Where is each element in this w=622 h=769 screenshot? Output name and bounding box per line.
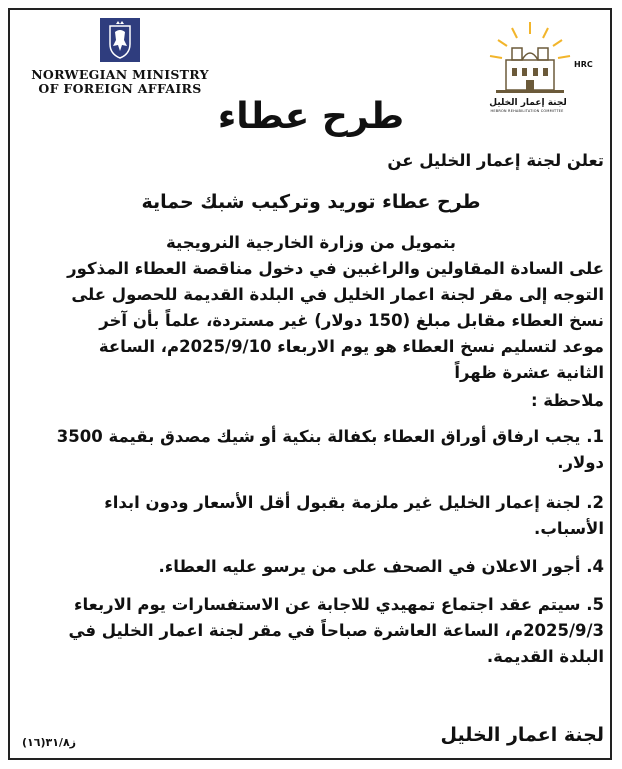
hrc-english-name: HEBRON REHABILITATION COMMITTEE bbox=[490, 109, 564, 113]
nmfa-line1: NORWEGIAN MINISTRY bbox=[31, 67, 209, 82]
note-2-line-2: الأسباب. bbox=[534, 519, 604, 538]
hrc-building-icon bbox=[482, 18, 578, 98]
note-1-line-2: دولار. bbox=[557, 453, 604, 472]
note-1-line-1: 1. يجب ارفاق أوراق العطاء بكفالة بنكية أو شيك مصدق بقيمة 3500 bbox=[56, 427, 604, 446]
ad-title: طرح عطاء bbox=[217, 96, 405, 137]
tender-subject: طرح عطاء توريد وتركيب شبك حماية bbox=[141, 191, 481, 213]
nmfa-logo bbox=[30, 18, 210, 96]
norway-crest-icon bbox=[100, 18, 140, 62]
signature: لجنة اعمار الخليل bbox=[440, 724, 604, 746]
note-5-line-2: 2025/9/3م، الساعة العاشرة صباحاً في مقر لجنة اعمار الخليل في bbox=[68, 621, 604, 640]
body-line-2: التوجه إلى مقر لجنة اعمار الخليل في البلدة القديمة للحصول على bbox=[71, 285, 604, 304]
nmfa-line2: OF FOREIGN AFFAIRS bbox=[38, 81, 202, 96]
notes-label: ملاحظة : bbox=[530, 391, 604, 410]
funding-line: بتمويل من وزارة الخارجية النرويجية bbox=[166, 233, 456, 252]
announcer-line: تعلن لجنة إعمار الخليل عن bbox=[387, 151, 604, 170]
note-5-line-1: 5. سيتم عقد اجتماع تمهيدي للاجابة عن الاستفسارات يوم الاربعاء bbox=[74, 595, 604, 614]
note-2-line-1: 2. لجنة إعمار الخليل غير ملزمة بقبول أقل الأسعار ودون ابداء bbox=[104, 493, 604, 512]
body-line-3: نسخ العطاء مقابل مبلغ (150 دولار) غير مستردة، علماً بأن آخر bbox=[99, 311, 604, 330]
body-line-4: موعد لتسليم نسخ العطاء هو يوم الاربعاء 2025/9/10م، الساعة bbox=[98, 337, 604, 356]
hrc-letters: HRC bbox=[574, 60, 593, 69]
note-5-line-3: البلدة القديمة. bbox=[486, 647, 604, 666]
hrc-arabic-name: لجنة إعمار الخليل bbox=[489, 98, 567, 108]
body-line-1: على السادة المقاولين والراغبين في دخول مناقصة العطاء المذكور bbox=[67, 259, 604, 278]
body-line-5: الثانية عشرة ظهراً bbox=[454, 363, 604, 382]
note-4: 4. أجور الاعلان في الصحف على من يرسو عليه العطاء. bbox=[158, 557, 604, 576]
reference-code: ز٣١/٨(١٦) bbox=[22, 736, 77, 749]
